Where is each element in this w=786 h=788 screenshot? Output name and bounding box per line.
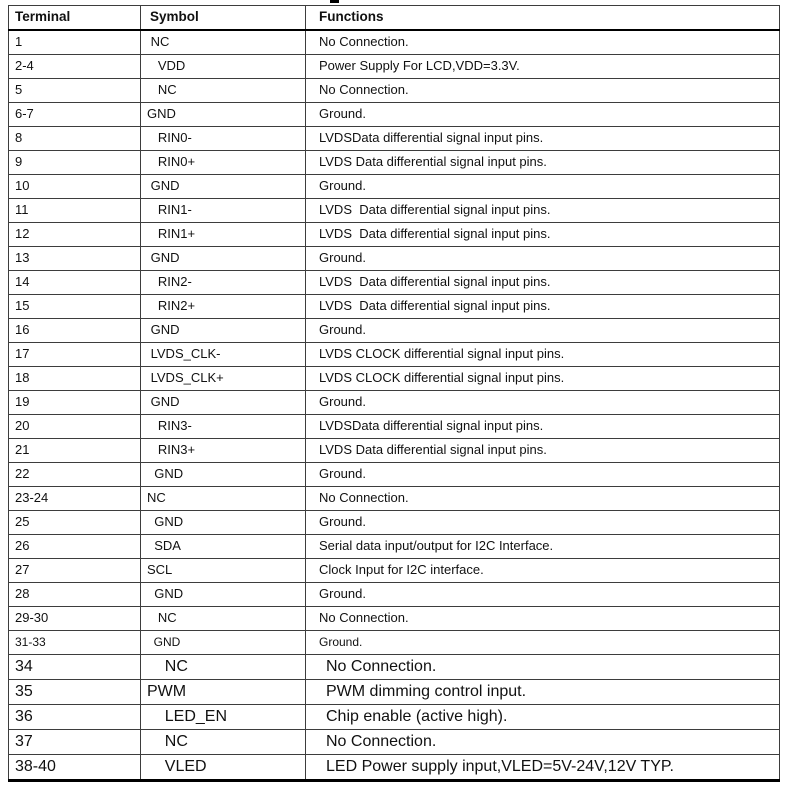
table-row — [9, 271, 780, 295]
functions-cell: No Connection. — [306, 487, 780, 511]
symbol-cell: RIN1- — [141, 199, 306, 223]
functions-cell: LVDS Data differential signal input pins. — [306, 295, 780, 319]
table-body — [9, 30, 780, 781]
functions-cell: Ground. — [306, 175, 780, 199]
table-row — [9, 247, 780, 271]
table-row — [9, 415, 780, 439]
symbol-cell: GND — [141, 247, 306, 271]
table-row — [9, 463, 780, 487]
table-row — [9, 295, 780, 319]
table-row — [9, 79, 780, 103]
functions-cell: LVDS Data differential signal input pins. — [306, 271, 780, 295]
terminal-cell: 13 — [9, 247, 141, 271]
functions-cell: Clock Input for I2C interface. — [306, 559, 780, 583]
table-row — [9, 151, 780, 175]
functions-cell: Ground. — [306, 103, 780, 127]
table-row — [9, 730, 780, 755]
symbol-cell: NC — [141, 607, 306, 631]
terminal-cell: 36 — [9, 705, 141, 730]
table-row — [9, 607, 780, 631]
column-header-symbol: Symbol — [141, 6, 306, 31]
table-row — [9, 199, 780, 223]
terminal-cell: 8 — [9, 127, 141, 151]
functions-cell: No Connection. — [306, 30, 780, 55]
terminal-cell: 35 — [9, 680, 141, 705]
terminal-cell: 27 — [9, 559, 141, 583]
functions-cell: No Connection. — [306, 79, 780, 103]
symbol-cell: NC — [141, 79, 306, 103]
terminal-cell: 19 — [9, 391, 141, 415]
functions-cell: Ground. — [306, 247, 780, 271]
terminal-cell: 23-24 — [9, 487, 141, 511]
table-row — [9, 705, 780, 730]
terminal-cell: 14 — [9, 271, 141, 295]
symbol-cell: GND — [141, 631, 306, 655]
clipped-caption-fragment — [330, 0, 339, 3]
terminal-cell: 17 — [9, 343, 141, 367]
symbol-cell: RIN2- — [141, 271, 306, 295]
functions-cell: Serial data input/output for I2C Interface. — [306, 535, 780, 559]
table-header — [9, 6, 780, 31]
terminal-cell: 20 — [9, 415, 141, 439]
functions-cell: Ground. — [306, 463, 780, 487]
terminal-cell: 11 — [9, 199, 141, 223]
symbol-cell: SDA — [141, 535, 306, 559]
symbol-cell: RIN0- — [141, 127, 306, 151]
terminal-cell: 10 — [9, 175, 141, 199]
table-row — [9, 343, 780, 367]
functions-cell: LED Power supply input,VLED=5V-24V,12V TYP. — [306, 755, 780, 781]
terminal-cell: 38-40 — [9, 755, 141, 781]
functions-cell: Ground. — [306, 319, 780, 343]
terminal-cell: 9 — [9, 151, 141, 175]
symbol-cell: LVDS_CLK+ — [141, 367, 306, 391]
table-row — [9, 439, 780, 463]
table-row — [9, 559, 780, 583]
terminal-cell: 18 — [9, 367, 141, 391]
terminal-cell: 28 — [9, 583, 141, 607]
symbol-cell: GND — [141, 583, 306, 607]
functions-cell: No Connection. — [306, 730, 780, 755]
symbol-cell: RIN3- — [141, 415, 306, 439]
terminal-cell: 22 — [9, 463, 141, 487]
table-row — [9, 655, 780, 680]
table-row — [9, 223, 780, 247]
table-row — [9, 103, 780, 127]
table-row — [9, 127, 780, 151]
terminal-cell: 15 — [9, 295, 141, 319]
functions-cell: Chip enable (active high). — [306, 705, 780, 730]
symbol-cell: VDD — [141, 55, 306, 79]
symbol-cell: GND — [141, 319, 306, 343]
symbol-cell: NC — [141, 30, 306, 55]
terminal-cell: 26 — [9, 535, 141, 559]
table-row — [9, 631, 780, 655]
terminal-cell: 34 — [9, 655, 141, 680]
symbol-cell: GND — [141, 463, 306, 487]
symbol-cell: VLED — [141, 755, 306, 781]
functions-cell: Ground. — [306, 631, 780, 655]
table-row — [9, 583, 780, 607]
functions-cell: LVDS Data differential signal input pins. — [306, 199, 780, 223]
column-header-terminal: Terminal — [9, 6, 141, 31]
symbol-cell: RIN0+ — [141, 151, 306, 175]
terminal-cell: 29-30 — [9, 607, 141, 631]
symbol-cell: NC — [141, 487, 306, 511]
symbol-cell: GND — [141, 391, 306, 415]
terminal-cell: 2-4 — [9, 55, 141, 79]
table-row — [9, 175, 780, 199]
functions-cell: LVDS Data differential signal input pins. — [306, 439, 780, 463]
symbol-cell: NC — [141, 730, 306, 755]
functions-cell: LVDSData differential signal input pins. — [306, 127, 780, 151]
table-row — [9, 755, 780, 781]
terminal-cell: 31-33 — [9, 631, 141, 655]
table-row — [9, 487, 780, 511]
symbol-cell: GND — [141, 103, 306, 127]
functions-cell: Ground. — [306, 511, 780, 535]
symbol-cell: LED_EN — [141, 705, 306, 730]
functions-cell: Ground. — [306, 391, 780, 415]
terminal-cell: 5 — [9, 79, 141, 103]
table-row — [9, 535, 780, 559]
functions-cell: Power Supply For LCD,VDD=3.3V. — [306, 55, 780, 79]
terminal-cell: 16 — [9, 319, 141, 343]
functions-cell: PWM dimming control input. — [306, 680, 780, 705]
terminal-cell: 37 — [9, 730, 141, 755]
table-row — [9, 319, 780, 343]
functions-cell: LVDS CLOCK differential signal input pins. — [306, 367, 780, 391]
table-row — [9, 680, 780, 705]
table-row — [9, 391, 780, 415]
terminal-cell: 1 — [9, 30, 141, 55]
symbol-cell: RIN2+ — [141, 295, 306, 319]
functions-cell: LVDS CLOCK differential signal input pins. — [306, 343, 780, 367]
symbol-cell: GND — [141, 175, 306, 199]
terminal-cell: 21 — [9, 439, 141, 463]
symbol-cell: RIN3+ — [141, 439, 306, 463]
symbol-cell: SCL — [141, 559, 306, 583]
symbol-cell: RIN1+ — [141, 223, 306, 247]
functions-cell: No Connection. — [306, 655, 780, 680]
functions-cell: No Connection. — [306, 607, 780, 631]
terminal-cell: 6-7 — [9, 103, 141, 127]
functions-cell: LVDSData differential signal input pins. — [306, 415, 780, 439]
functions-cell: LVDS Data differential signal input pins. — [306, 151, 780, 175]
terminal-cell: 12 — [9, 223, 141, 247]
symbol-cell: LVDS_CLK- — [141, 343, 306, 367]
functions-cell: LVDS Data differential signal input pins. — [306, 223, 780, 247]
table-row — [9, 55, 780, 79]
table-row — [9, 30, 780, 55]
column-header-functions: Functions — [306, 6, 780, 31]
functions-cell: Ground. — [306, 583, 780, 607]
symbol-cell: NC — [141, 655, 306, 680]
pin-function-table — [8, 5, 780, 782]
table-row — [9, 367, 780, 391]
symbol-cell: GND — [141, 511, 306, 535]
header-row — [9, 6, 780, 31]
symbol-cell: PWM — [141, 680, 306, 705]
terminal-cell: 25 — [9, 511, 141, 535]
table-row — [9, 511, 780, 535]
